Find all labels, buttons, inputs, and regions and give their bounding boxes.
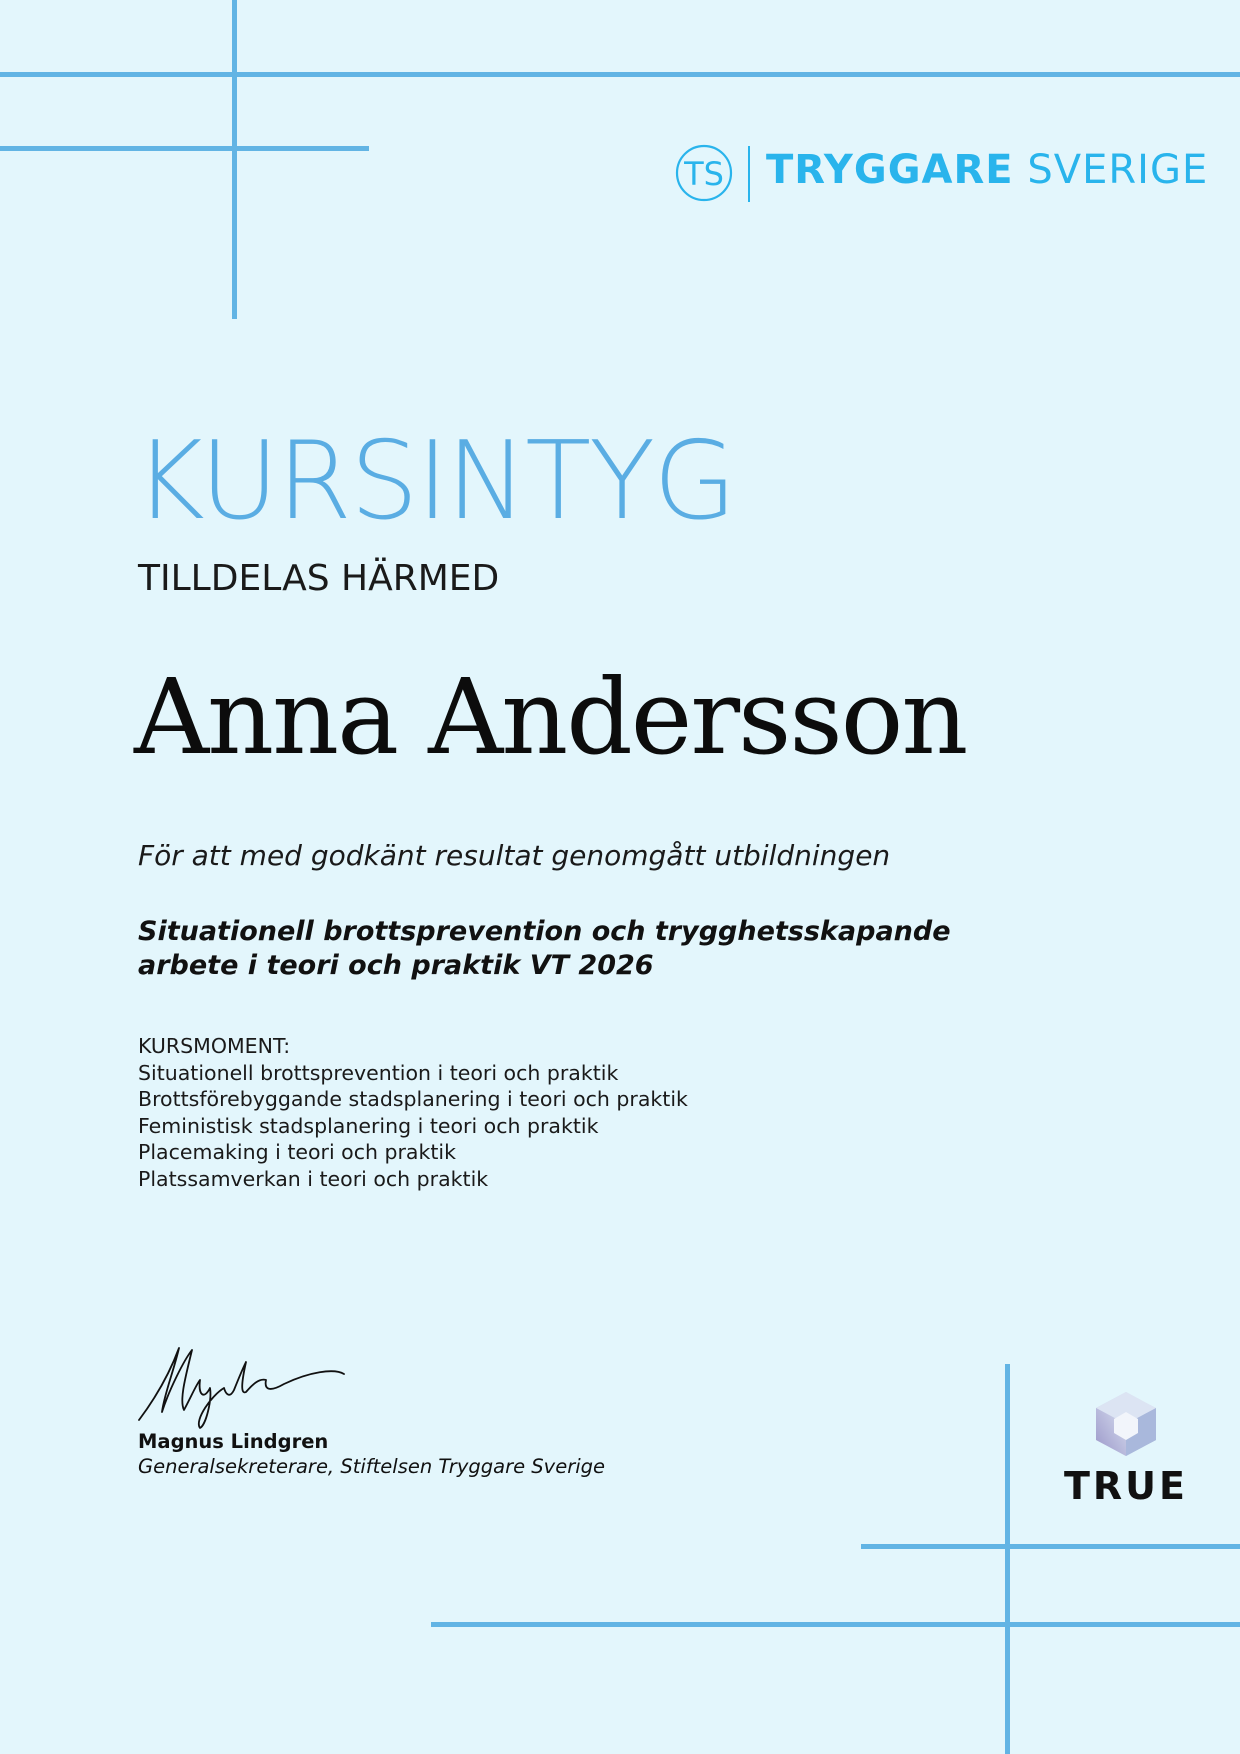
modules-heading: KURSMOMENT: xyxy=(138,1034,291,1058)
bottom-short-horizontal-line xyxy=(861,1544,1240,1549)
module-item: Brottsförebyggande stadsplanering i teori och praktik xyxy=(138,1087,688,1111)
true-logo xyxy=(1064,1388,1188,1506)
handwritten-signature xyxy=(134,1340,354,1430)
bottom-vertical-line xyxy=(1005,1364,1010,1754)
course-modules xyxy=(138,1033,688,1192)
completion-statement: För att med godkänt resultat genomgått utbildningen xyxy=(138,839,891,872)
logo-divider xyxy=(748,146,750,202)
course-title-line: Situationell brottsprevention och trygghetsskapande xyxy=(138,916,951,947)
brand-name-part1: TRYGGARE xyxy=(766,147,1014,193)
certificate-subtitle: TILLDELAS HÄRMED xyxy=(138,558,500,599)
brand-name-part2: SVERIGE xyxy=(1027,147,1209,193)
module-item: Feministisk stadsplanering i teori och praktik xyxy=(138,1113,599,1138)
module-item: Platssamverkan i teori och praktik xyxy=(138,1166,489,1191)
recipient-name: Anna Andersson xyxy=(134,656,967,778)
brand-name xyxy=(766,147,1208,193)
hexagon-cube-icon xyxy=(1064,1388,1188,1464)
top-horizontal-line xyxy=(0,72,1240,77)
svg-text:TS: TS xyxy=(684,155,724,193)
top-short-horizontal-line xyxy=(0,146,369,151)
course-title xyxy=(138,915,958,983)
true-wordmark: TRUE xyxy=(1064,1464,1188,1508)
module-item: Situationell brottsprevention i teori och praktik xyxy=(138,1060,619,1085)
signatory-role: Generalsekreterare, Stiftelsen Tryggare Sverige xyxy=(138,1455,606,1478)
bottom-long-horizontal-line xyxy=(431,1622,1240,1627)
signatory-name: Magnus Lindgren xyxy=(138,1430,329,1453)
course-title-line: arbete i teori och praktik VT 2026 xyxy=(138,950,654,981)
certificate-title: KURSINTYG xyxy=(134,419,735,544)
tryggare-sverige-logo xyxy=(674,142,1209,206)
module-item: Placemaking i teori och praktik xyxy=(138,1140,456,1164)
top-vertical-line xyxy=(232,0,237,319)
ts-monogram-icon xyxy=(674,142,738,206)
